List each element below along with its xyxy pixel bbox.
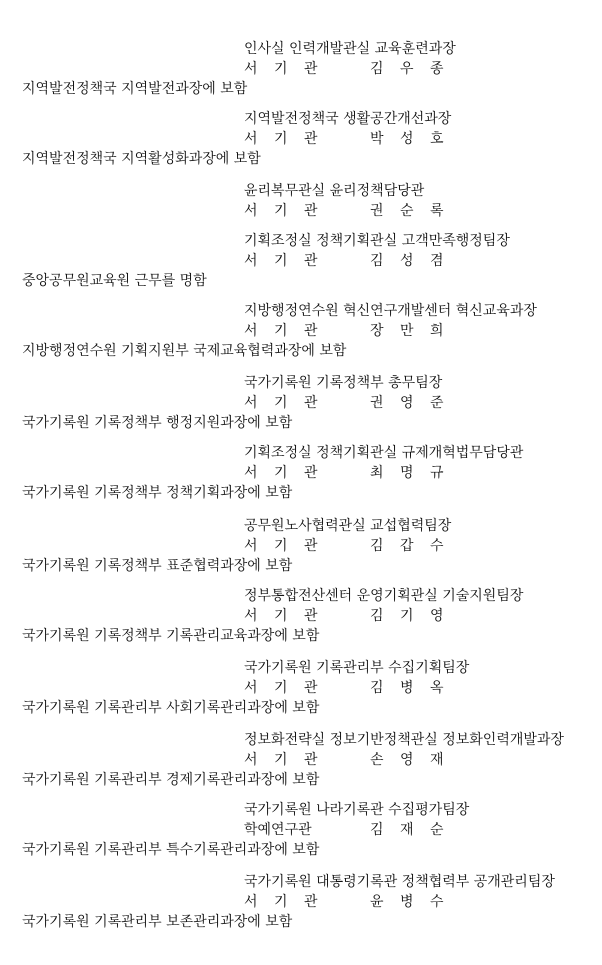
- current-position: 인사실 인력개발관실 교육훈련과장: [244, 41, 456, 57]
- appointment-entry: [0, 659, 602, 729]
- appointment-action: 지역발전정책국 지역활성화과장에 보함: [22, 151, 261, 167]
- person-name: 권 순 록: [370, 203, 444, 219]
- appointment-entry: [0, 731, 602, 801]
- current-position: 지역발전정책국 생활공간개선과장: [244, 111, 452, 127]
- appointment-action: 중앙공무원교육원 근무를 명함: [22, 273, 207, 289]
- current-position: 국가기록원 기록관리부 수집기획팀장: [244, 660, 470, 676]
- appointment-entry: [0, 873, 602, 943]
- rank: 서 기 관: [244, 61, 318, 77]
- appointment-action: 국가기록원 기록관리부 보존관리과장에 보함: [22, 914, 293, 930]
- appointment-action: 국가기록원 기록관리부 경제기록관리과장에 보함: [22, 772, 320, 788]
- appointment-entry: [0, 40, 602, 110]
- appointment-entry: [0, 374, 602, 444]
- person-name: 최 명 규: [370, 465, 444, 481]
- person-name: 김 우 종: [370, 61, 444, 77]
- rank: 서 기 관: [244, 752, 318, 768]
- appointment-action: 국가기록원 기록정책부 정책기획과장에 보함: [22, 485, 293, 501]
- appointment-entry: [0, 517, 602, 587]
- rank: 서 기 관: [244, 323, 318, 339]
- rank: 서 기 관: [244, 538, 318, 554]
- appointment-action: 지방행정연수원 기획지원부 국제교육협력과장에 보함: [22, 343, 347, 359]
- person-name: 김 병 옥: [370, 680, 444, 696]
- current-position: 윤리복무관실 윤리정책담당관: [244, 183, 425, 199]
- rank: 서 기 관: [244, 680, 318, 696]
- current-position: 국가기록원 나라기록관 수집평가팀장: [244, 802, 470, 818]
- rank: 서 기 관: [244, 253, 318, 269]
- rank: 학예연구관: [244, 822, 312, 838]
- person-name: 손 영 재: [370, 752, 444, 768]
- current-position: 기획조정실 정책기획관실 고객만족행정팀장: [244, 233, 510, 249]
- appointment-entry: [0, 444, 602, 514]
- appointment-action: 국가기록원 기록정책부 행정지원과장에 보함: [22, 415, 293, 431]
- person-name: 윤 병 수: [370, 894, 444, 910]
- appointment-action: 국가기록원 기록정책부 표준협력과장에 보함: [22, 558, 293, 574]
- appointment-action: 국가기록원 기록관리부 사회기록관리과장에 보함: [22, 700, 320, 716]
- rank: 서 기 관: [244, 131, 318, 147]
- person-name: 김 갑 수: [370, 538, 444, 554]
- rank: 서 기 관: [244, 465, 318, 481]
- person-name: 김 기 영: [370, 608, 444, 624]
- appointment-entry: [0, 110, 602, 180]
- current-position: 정부통합전산센터 운영기획관실 기술지원팀장: [244, 588, 524, 604]
- appointment-entry: [0, 587, 602, 657]
- current-position: 국가기록원 대통령기록관 정책협력부 공개관리팀장: [244, 874, 555, 890]
- current-position: 정보화전략실 정보기반정책관실 정보화인력개발과장: [244, 732, 564, 748]
- rank: 서 기 관: [244, 608, 318, 624]
- person-name: 김 재 순: [370, 822, 444, 838]
- appointment-action: 국가기록원 기록관리부 특수기록관리과장에 보함: [22, 842, 320, 858]
- current-position: 기획조정실 정책기획관실 규제개혁법무담당관: [244, 445, 524, 461]
- person-name: 장 만 희: [370, 323, 444, 339]
- appointment-action: 국가기록원 기록정책부 기록관리교육과장에 보함: [22, 628, 320, 644]
- person-name: 김 성 겸: [370, 253, 444, 269]
- rank: 서 기 관: [244, 203, 318, 219]
- current-position: 국가기록원 기록정책부 총무팀장: [244, 375, 443, 391]
- appointment-entry: [0, 232, 602, 302]
- current-position: 공무원노사협력관실 교섭협력팀장: [244, 518, 452, 534]
- current-position: 지방행정연수원 혁신연구개발센터 혁신교육과장: [244, 303, 537, 319]
- appointment-entry: [0, 302, 602, 372]
- appointment-action: 지역발전정책국 지역발전과장에 보함: [22, 81, 248, 97]
- person-name: 박 성 호: [370, 131, 444, 147]
- person-name: 권 영 준: [370, 395, 444, 411]
- rank: 서 기 관: [244, 395, 318, 411]
- appointment-entry: [0, 801, 602, 871]
- rank: 서 기 관: [244, 894, 318, 910]
